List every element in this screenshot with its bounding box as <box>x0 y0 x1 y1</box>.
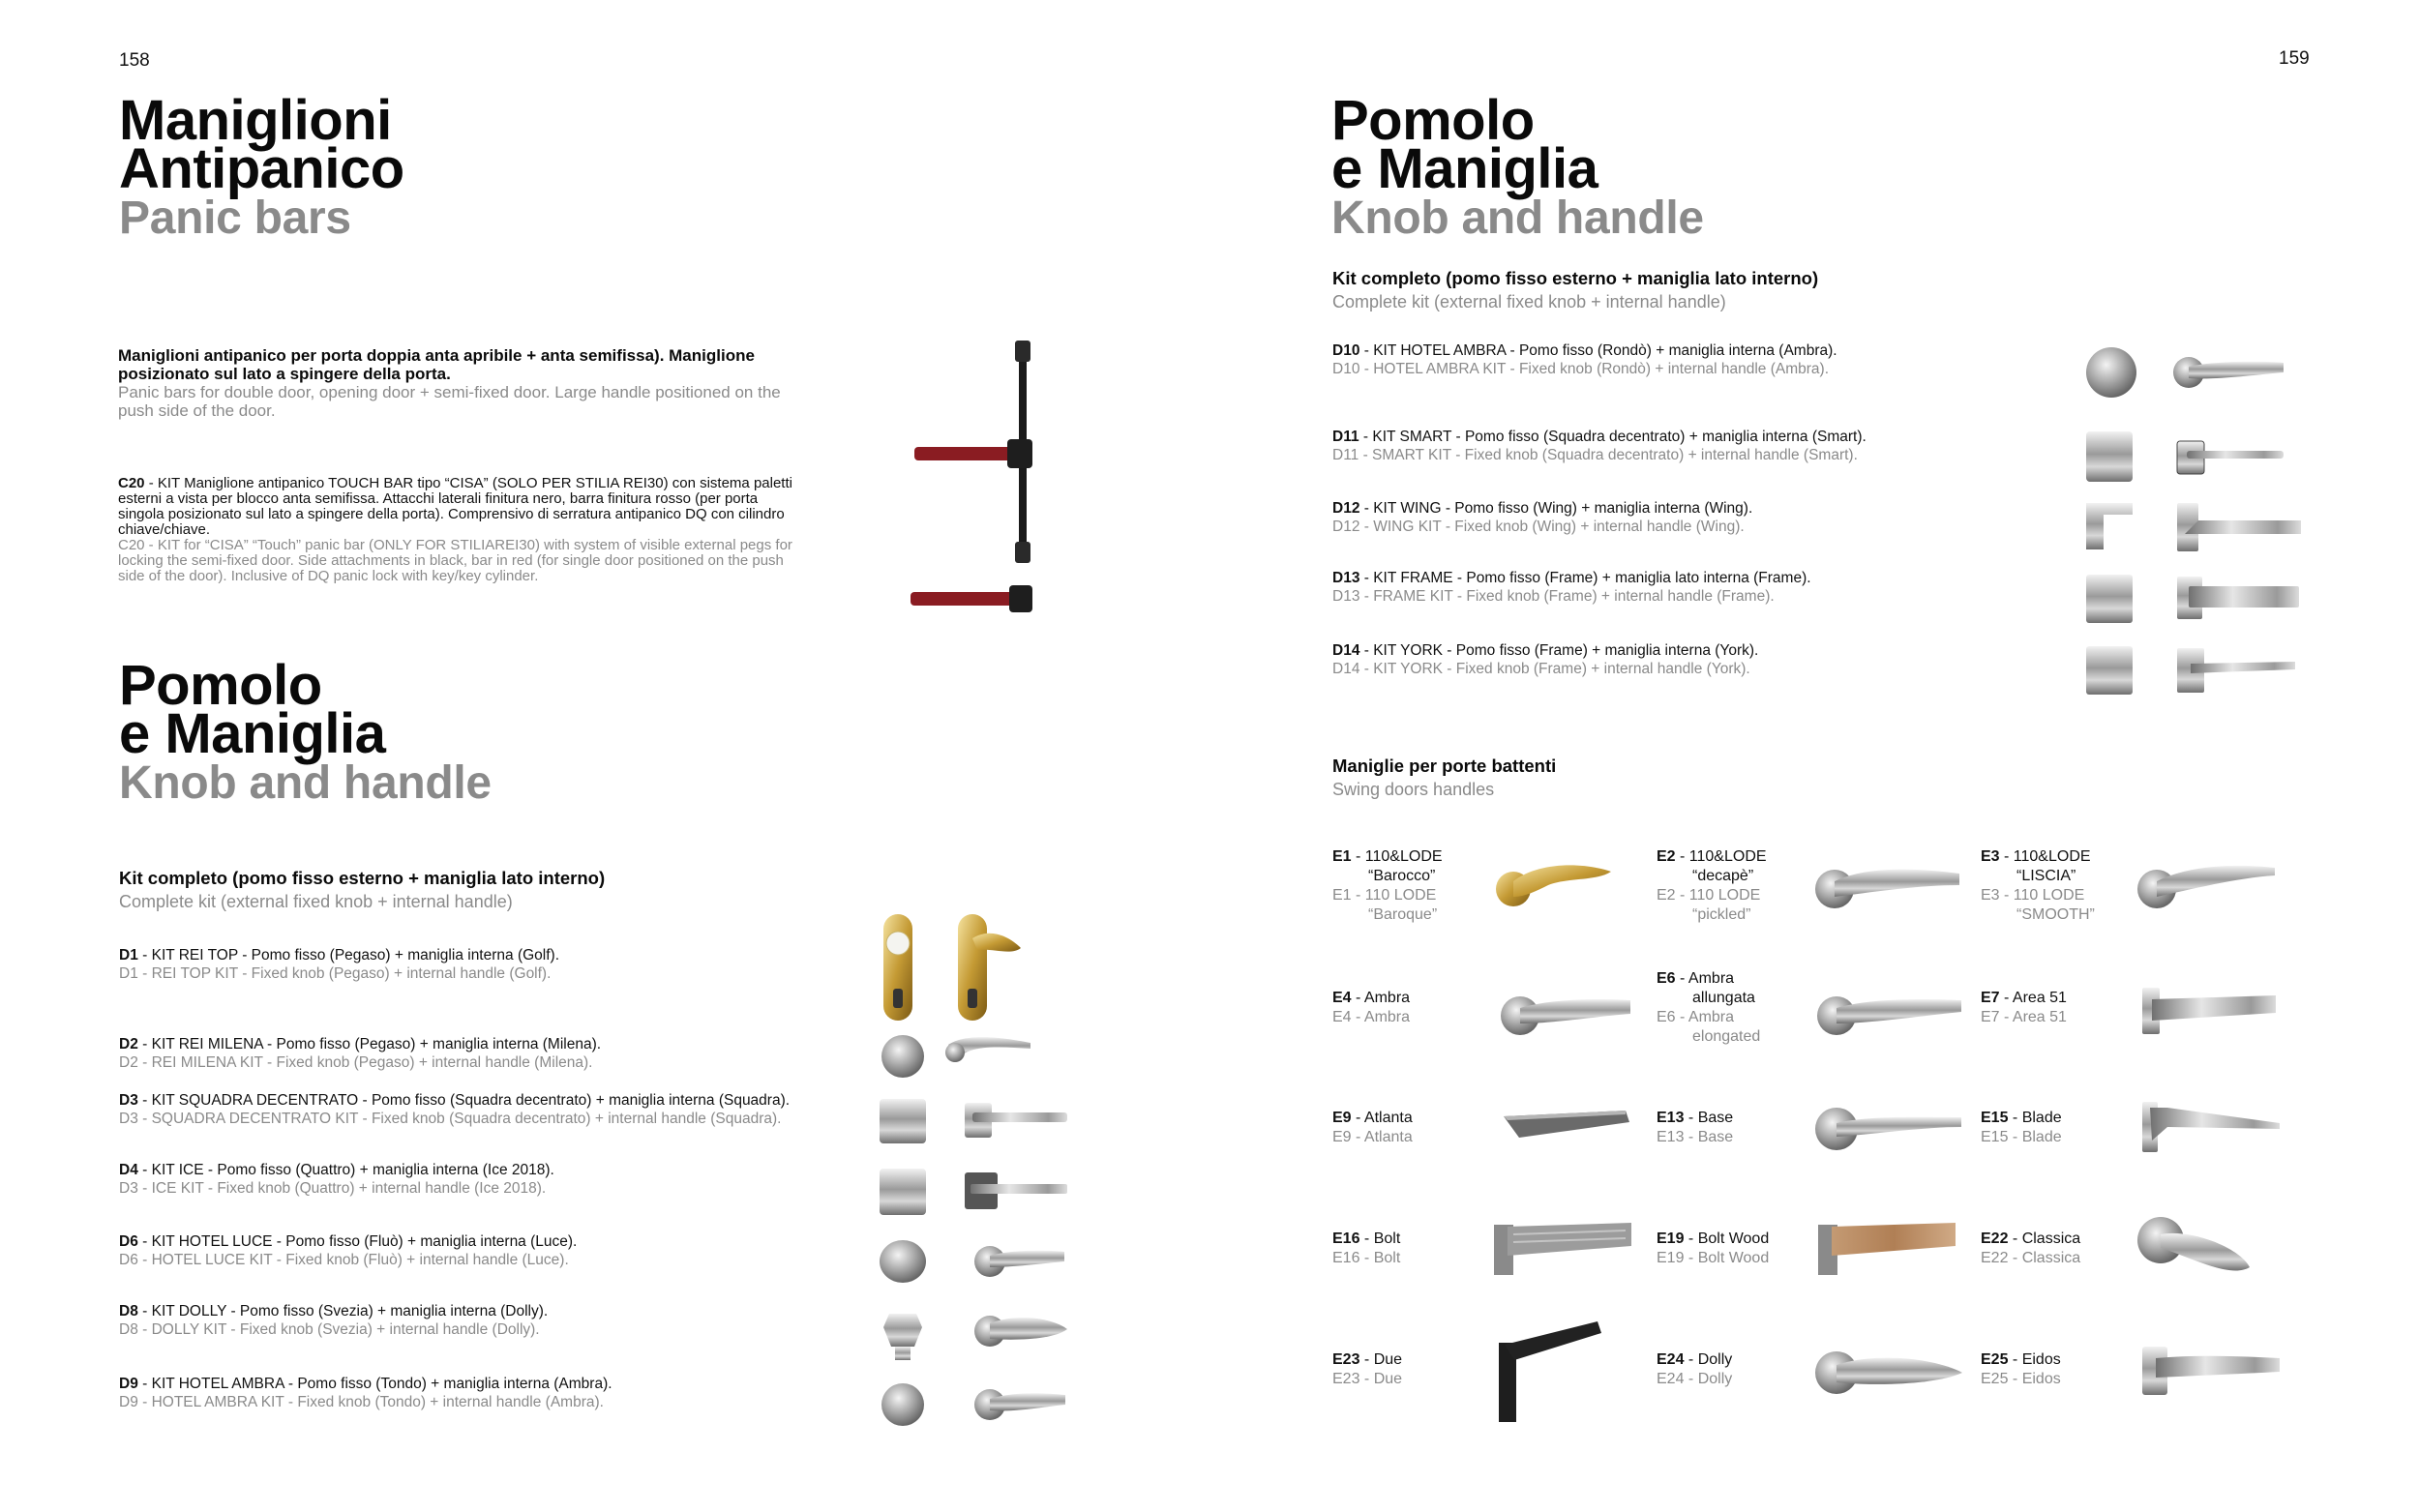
intro-english: Panic bars for double door, opening door + semi-fixed door. Large handle positioned on the push side of the door. <box>118 383 781 420</box>
handle-italian-1: - 110&LODE <box>1999 848 2091 865</box>
knob-neck <box>895 1347 911 1360</box>
d10-kit-image <box>2080 343 2293 401</box>
kit-heading-left <box>119 868 605 912</box>
knob-handle-title-left <box>119 654 492 809</box>
handle-code: E2 <box>1657 848 1676 865</box>
handle-italian-1: - 110&LODE <box>1675 848 1767 865</box>
item-italian: - KIT HOTEL AMBRA - Pomo fisso (Rondò) + maniglia interna (Ambra). <box>1359 342 1837 359</box>
intro-italian: Maniglioni antipanico per porta doppia anta apribile + anta semifissa). Maniglione posizionato sul lato a spingere della porta. <box>118 346 755 383</box>
item-italian: - KIT ICE - Pomo fisso (Quattro) + maniglia interna (Ice 2018). <box>137 1162 554 1178</box>
handle-italian-1: - Due <box>1359 1351 1403 1368</box>
swing-heading-text: Maniglie per porte battenti <box>1332 756 1557 776</box>
d14-kit-image <box>2080 638 2303 702</box>
handle-code: E9 <box>1332 1110 1352 1126</box>
e23-handle-image <box>1495 1318 1611 1424</box>
e3-handle-image <box>2134 856 2279 914</box>
handle-italian-1: - Eidos <box>2008 1351 2061 1368</box>
d3-kit-image <box>876 1091 1069 1149</box>
handle-english-2: “Baroque” <box>1368 906 1438 923</box>
red-bar-lower <box>911 592 1015 606</box>
e22-handle-image <box>2134 1209 2259 1287</box>
keyhole <box>893 989 903 1008</box>
knob <box>886 932 910 955</box>
handle-code: E13 <box>1657 1110 1685 1126</box>
item-english: D2 - REI MILENA KIT - Fixed knob (Pegaso) + internal handle (Milena). <box>119 1054 593 1071</box>
lever <box>1835 870 1959 897</box>
d12-kit-image <box>2080 495 2303 559</box>
lever <box>2152 995 2276 1021</box>
item-code: D12 <box>1332 500 1360 517</box>
lever <box>1837 1117 1961 1137</box>
bar-housing-lower <box>1009 585 1032 612</box>
d1-kit-image <box>876 909 1040 1025</box>
d4-kit-image <box>876 1159 1069 1223</box>
item-code: D9 <box>119 1376 138 1392</box>
item-english: D1 - REI TOP KIT - Fixed knob (Pegaso) + internal handle (Golf). <box>119 965 552 982</box>
list-item <box>119 946 559 983</box>
item-code: D14 <box>1332 642 1360 659</box>
title-line-2: Antipanico <box>119 137 404 200</box>
handle-code: E1 <box>1332 848 1352 865</box>
red-bar-upper <box>914 447 1011 460</box>
item-english: D14 - KIT YORK - Fixed knob (Frame) + internal handle (York). <box>1332 661 1750 677</box>
d13-kit-image <box>2080 569 2303 627</box>
list-item <box>119 1302 548 1339</box>
lever <box>1837 1358 1962 1384</box>
handle-item <box>1332 989 1410 1027</box>
handle-item <box>1981 989 2067 1027</box>
lever <box>1520 999 1630 1023</box>
c20-code: C20 <box>118 475 145 491</box>
panic-bars-title <box>119 89 404 244</box>
rose <box>945 1043 965 1062</box>
d2-kit-image <box>876 1025 1040 1083</box>
item-english: D6 - HOTEL LUCE KIT - Fixed knob (Fluò) + internal handle (Luce). <box>119 1252 569 1268</box>
handle-code: E3 <box>1981 848 2000 865</box>
handle-english-1: E22 - Classica <box>1981 1250 2081 1266</box>
handle-item <box>1981 1230 2080 1268</box>
swing-sub-text: Swing doors handles <box>1332 780 1495 799</box>
d8-kit-image <box>876 1298 1069 1366</box>
handle-code: E16 <box>1332 1230 1360 1247</box>
rod-bottom-cap <box>1015 542 1030 563</box>
handle-item <box>1657 1350 1732 1389</box>
knob <box>2086 575 2133 623</box>
page-number-right: 159 <box>2279 48 2310 69</box>
lever <box>2187 451 2284 459</box>
lever <box>2189 362 2284 379</box>
handle-italian-1: - 110&LODE <box>1351 848 1443 865</box>
item-code: D1 <box>119 947 138 964</box>
e16-handle-image <box>1490 1217 1635 1281</box>
handle-italian-1: - Classica <box>2008 1230 2081 1247</box>
handle-italian-1: - Ambra <box>1675 970 1735 987</box>
e9-handle-image <box>1500 1103 1635 1151</box>
item-italian: - KIT FRAME - Pomo fisso (Frame) + maniglia lato interna (Frame). <box>1359 570 1811 586</box>
lever <box>990 1318 1067 1340</box>
handle-italian-1: - Bolt <box>1359 1230 1401 1247</box>
k-title-subtitle: Knob and handle <box>119 757 492 809</box>
list-item <box>119 1232 577 1269</box>
lever <box>1513 865 1611 897</box>
knob <box>880 1169 926 1215</box>
kit-heading-text: Kit completo (pomo fisso esterno + maniglia lato interno) <box>1332 268 1819 288</box>
kit-sub-text: Complete kit (external fixed knob + internal handle) <box>1332 292 1726 311</box>
e19-handle-image <box>1814 1217 1959 1281</box>
handle-english-1: E23 - Due <box>1332 1371 1403 1387</box>
handle-code: E7 <box>1981 990 2000 1006</box>
list-item <box>1332 641 1758 678</box>
keyhole <box>968 989 977 1008</box>
e2-handle-image <box>1809 856 1964 914</box>
title-line-2: e Maniglia <box>1331 137 1598 200</box>
title-subtitle: Panic bars <box>119 193 351 244</box>
e1-handle-image <box>1490 856 1616 914</box>
lever <box>2191 662 2295 673</box>
handle-english-2: “pickled” <box>1692 906 1751 923</box>
item-italian: - KIT WING - Pomo fisso (Wing) + maniglia interna (Wing). <box>1359 500 1753 517</box>
handle-english-1: E24 - Dolly <box>1657 1371 1733 1387</box>
item-english: D10 - HOTEL AMBRA KIT - Fixed knob (Rondò) + internal handle (Ambra). <box>1332 361 1830 377</box>
handle-english-1: E16 - Bolt <box>1332 1250 1401 1266</box>
knob <box>2086 431 2133 482</box>
handle-italian-1: - Blade <box>2008 1110 2062 1126</box>
item-code: D10 <box>1332 342 1360 359</box>
lever <box>2150 1108 2280 1141</box>
handle-italian-1: - Dolly <box>1684 1351 1733 1368</box>
kit-heading-text: Kit completo (pomo fisso esterno + maniglia lato interno) <box>119 868 606 888</box>
item-code: D3 <box>119 1092 138 1109</box>
handle-item <box>1657 1109 1733 1147</box>
handle-code: E4 <box>1332 990 1352 1006</box>
knob <box>2086 347 2136 398</box>
item-code: D4 <box>119 1162 138 1178</box>
c20-italian <box>118 476 803 538</box>
handle-code: E15 <box>1981 1110 2009 1126</box>
lever <box>2161 1233 2250 1271</box>
item-english: D11 - SMART KIT - Fixed knob (Squadra decentrato) + internal handle (Smart). <box>1332 447 1858 463</box>
handle-english-1: E7 - Area 51 <box>1981 1009 2067 1025</box>
rod-top-cap <box>1015 341 1030 362</box>
item-code: D6 <box>119 1233 138 1250</box>
c20-description <box>118 476 803 584</box>
title-subtitle: Knob and handle <box>1331 193 1704 244</box>
lever <box>1832 1223 1956 1256</box>
knob-handle-title-right <box>1331 89 1704 244</box>
e4-handle-image <box>1495 985 1640 1043</box>
handle-english-1: E4 - Ambra <box>1332 1009 1411 1025</box>
item-code: D2 <box>119 1036 138 1052</box>
handle-item <box>1981 847 2095 925</box>
d9-kit-image <box>876 1374 1069 1432</box>
handle-item <box>1657 847 1767 925</box>
page-number-left: 158 <box>119 50 150 71</box>
c20-italian-text: - KIT Maniglione antipanico TOUCH BAR tipo “CISA” (SOLO PER STILIA REI30) con sistema paletti esterni a vista per blocco anta semifissa. Attacchi laterali finitura nero, barra finitura rosso (per porta singola posizionato sul lato a spingere della porta). Comprensivo di serratura antipanico DQ con cilindro chiave/chiave. <box>118 475 792 538</box>
panic-intro <box>118 346 805 420</box>
k-title-line-2: e Maniglia <box>119 702 386 765</box>
handle-item <box>1332 1350 1402 1389</box>
handle-english-1: E15 - Blade <box>1981 1129 2062 1145</box>
item-english: D13 - FRAME KIT - Fixed knob (Frame) + internal handle (Frame). <box>1332 588 1775 605</box>
handle-italian-1: - Area 51 <box>1999 990 2067 1006</box>
list-item <box>1332 569 1811 606</box>
item-italian: - KIT REI TOP - Pomo fisso (Pegaso) + maniglia interna (Golf). <box>137 947 560 964</box>
lever <box>2157 866 2275 897</box>
lever <box>2189 586 2299 608</box>
title-line-1: Pomolo <box>1331 89 1535 152</box>
item-italian: - KIT YORK - Pomo fisso (Frame) + maniglia interna (York). <box>1359 642 1759 659</box>
handle-item <box>1332 847 1443 925</box>
handle-english-1: E6 - Ambra <box>1657 1009 1735 1025</box>
handle-code: E6 <box>1657 970 1676 987</box>
item-code: D13 <box>1332 570 1360 586</box>
handle-code: E22 <box>1981 1230 2009 1247</box>
e6-handle-image <box>1811 985 1966 1043</box>
handle-english-1: E3 - 110 LODE <box>1981 887 2085 904</box>
knob <box>2086 646 2133 695</box>
kit-sub-text: Complete kit (external fixed knob + internal handle) <box>119 892 513 911</box>
handle-code: E19 <box>1657 1230 1685 1247</box>
handle-italian-1: - Bolt Wood <box>1684 1230 1770 1247</box>
handle-item <box>1657 969 1760 1047</box>
list-item <box>119 1375 612 1411</box>
handle-item <box>1332 1230 1400 1268</box>
item-english: D3 - ICE KIT - Fixed knob (Quattro) + internal handle (Ice 2018). <box>119 1180 547 1197</box>
lever <box>1837 999 1961 1023</box>
knob <box>881 1035 924 1078</box>
list-item <box>119 1161 554 1198</box>
panic-bar-image <box>905 339 1050 619</box>
e24-handle-image <box>1811 1340 1966 1404</box>
handle-italian-1: - Atlanta <box>1351 1110 1413 1126</box>
handle-english-1: E1 - 110 LODE <box>1332 887 1437 904</box>
e7-handle-image <box>2138 982 2284 1040</box>
handle-english-1: E13 - Base <box>1657 1129 1734 1145</box>
handle-italian-2: “decapè” <box>1692 868 1754 884</box>
k-title-line-1: Pomolo <box>119 654 322 717</box>
handle-english-1: E2 - 110 LODE <box>1657 887 1761 904</box>
handle-code: E25 <box>1981 1351 2009 1368</box>
lever <box>2156 1356 2280 1378</box>
kit-heading-right <box>1332 268 1818 312</box>
title-line-1: Maniglioni <box>119 89 392 152</box>
d11-kit-image <box>2080 428 2293 486</box>
swing-heading <box>1332 756 1556 800</box>
e13-handle-image <box>1811 1098 1966 1156</box>
item-italian: - KIT SQUADRA DECENTRATO - Pomo fisso (Squadra decentrato) + maniglia interna (Squadra). <box>137 1092 791 1109</box>
handle-italian-2: “Barocco” <box>1368 868 1436 884</box>
item-italian: - KIT HOTEL AMBRA - Pomo fisso (Tondo) + maniglia interna (Ambra). <box>137 1376 612 1392</box>
handle-code: E24 <box>1657 1351 1685 1368</box>
list-item <box>1332 428 1867 464</box>
lever <box>1505 1321 1601 1360</box>
item-italian: - KIT REI MILENA - Pomo fisso (Pegaso) + maniglia interna (Milena). <box>137 1036 602 1052</box>
item-english: D3 - SQUADRA DECENTRATO KIT - Fixed knob (Squadra decentrato) + internal handle (Squadra). <box>119 1111 782 1127</box>
handle-english-1: E19 - Bolt Wood <box>1657 1250 1770 1266</box>
item-italian: - KIT HOTEL LUCE - Pomo fisso (Fluò) + maniglia interna (Luce). <box>137 1233 578 1250</box>
d6-kit-image <box>876 1230 1069 1289</box>
item-code: D11 <box>1332 429 1359 445</box>
item-code: D8 <box>119 1303 138 1319</box>
handle-code: E23 <box>1332 1351 1360 1368</box>
handle-english-2: “SMOOTH” <box>2016 906 2095 923</box>
handle-item <box>1657 1230 1769 1268</box>
knob <box>883 1314 922 1347</box>
knob <box>880 1240 926 1283</box>
item-english: D12 - WING KIT - Fixed knob (Wing) + internal handle (Wing). <box>1332 519 1745 535</box>
handle-item <box>1332 1109 1413 1147</box>
handle-english-2: elongated <box>1692 1028 1761 1045</box>
knob <box>2086 503 2133 549</box>
list-item <box>1332 341 1837 378</box>
lever <box>971 1184 1067 1194</box>
handle-item <box>1981 1109 2062 1147</box>
item-english: D9 - HOTEL AMBRA KIT - Fixed knob (Tondo) + internal handle (Ambra). <box>119 1394 604 1410</box>
e15-handle-image <box>2138 1098 2284 1156</box>
c20-english: C20 - KIT for “CISA” “Touch” panic bar (ONLY FOR STILIAREI30) with system of visible external pegs for locking the semi-fixed door. Side attachments in black, bar in red (for single door positioned on the push side of the door). Inclusive of DQ panic lock with key/key cylinder. <box>118 537 792 584</box>
handle-english-1: E9 - Atlanta <box>1332 1129 1413 1145</box>
list-item <box>119 1035 601 1072</box>
handle-italian-2: “LISCIA” <box>2016 868 2076 884</box>
handle-italian-1: - Ambra <box>1351 990 1411 1006</box>
list-item <box>1332 499 1752 536</box>
lever <box>972 934 1021 952</box>
item-italian: - KIT SMART - Pomo fisso (Squadra decentrato) + maniglia interna (Smart). <box>1359 429 1867 445</box>
lever <box>2185 520 2301 534</box>
handle-item <box>1981 1350 2061 1389</box>
handle-italian-2: allungata <box>1692 990 1755 1006</box>
item-english: D8 - DOLLY KIT - Fixed knob (Svezia) + internal handle (Dolly). <box>119 1321 540 1338</box>
lever <box>972 1112 1067 1122</box>
item-italian: - KIT DOLLY - Pomo fisso (Svezia) + maniglia interna (Dolly). <box>137 1303 549 1319</box>
handle-italian-1: - Base <box>1684 1110 1734 1126</box>
e25-handle-image <box>2138 1337 2284 1405</box>
bar-housing-upper <box>1007 439 1032 468</box>
knob <box>880 1099 926 1143</box>
list-item <box>119 1091 790 1128</box>
handle-english-1: E25 - Eidos <box>1981 1371 2061 1387</box>
knob <box>881 1383 924 1426</box>
